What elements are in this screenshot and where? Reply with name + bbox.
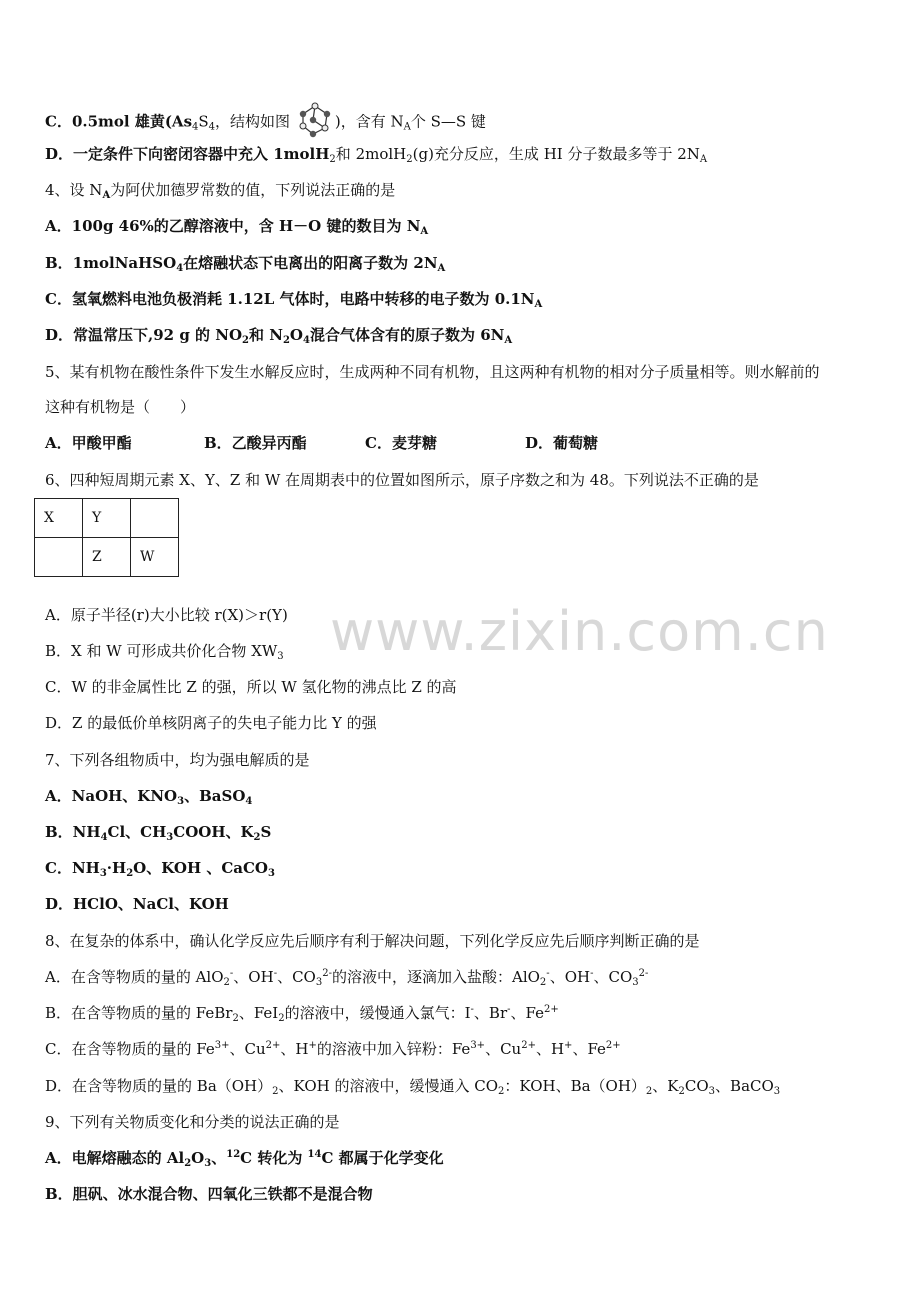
watermark: www.zixin.com.cn [330,600,829,663]
text: 为阿伏加德罗常数的值，下列说法正确的是 [110,181,396,199]
sub: A [437,263,446,274]
text: 、KOH 的溶液中，缓慢通入 CO [278,1077,499,1095]
text: 在熔融状态下电离出的阳离子数为 2N [183,254,438,272]
text: B．1molNaHSO [45,254,177,272]
sup: 2- [638,968,649,979]
sub: 3 [315,977,323,988]
sup: 2+ [605,1040,621,1051]
sub: 2 [678,1086,685,1097]
q5-option-a: A．甲酸甲酯 [45,434,132,452]
q6-option-d: D．Z 的最低价单核阴离子的失电子能力比 Y 的强 [45,714,377,732]
text: COOH、K [173,823,254,841]
sup: 2- [322,968,332,979]
sub: 2 [645,1086,653,1097]
text: Cl、CH [107,823,167,841]
text: 、CO [593,968,633,986]
text: 的溶液中，缓慢通入氯气：I [284,1004,471,1022]
sub: A [534,299,543,310]
q7-option-b [45,822,271,842]
text: B．NH [45,823,101,841]
sub: 2 [242,335,250,346]
q3-c-after: ，结构如图 [215,112,291,131]
q5-stem-line2: 这种有机物是（ ） [45,398,196,416]
text: 、BaSO [184,787,246,805]
text: 、H [535,1040,565,1058]
sub: 2 [232,1013,239,1024]
text: 、H [280,1040,309,1058]
q9-option-b: B．胆矾、冰水混合物、四氧化三铁都不是混合物 [45,1185,373,1203]
sub: 3 [268,868,275,879]
q7-stem: 7、下列各组物质中，均为强电解质的是 [45,751,310,769]
sup: 2+ [265,1040,281,1051]
q5-option-c: C．麦芽糖 [365,434,437,452]
q3-c-end2: 个 S—S 键 [410,112,486,131]
sub: 4 [208,121,216,133]
grid-cell: Y [83,499,131,538]
sub: 3 [166,832,174,843]
text: D．一定条件下向密闭容器中充入 1molH [45,145,330,163]
q3-c-text: C．0.5mol 雄黄(As [45,112,193,131]
text: 混合气体含有的原子数为 6N [309,326,505,344]
text: O [191,1149,205,1167]
sub: 2 [282,335,290,346]
sub: 2 [184,1158,192,1169]
q5-stem-line1: 5、某有机物在酸性条件下发生水解反应时，生成两种不同有机物，且这两种有机物的相对分子质量相等。则水解前的 [45,363,820,381]
sub: 2 [223,977,230,988]
text: 、K [652,1077,679,1095]
sub: A [420,226,429,237]
text: 4、设 N [45,181,103,199]
text: ：KOH、Ba（OH） [504,1077,646,1095]
sub: 3 [204,1158,212,1169]
text: 和 N [249,326,283,344]
text: A．100g 46%的乙醇溶液中，含 H－O 键的数目为 N [45,217,421,235]
sub: A [102,190,111,201]
q8-option-c [45,1039,621,1059]
q9-stem: 9、下列有关物质变化和分类的说法正确的是 [45,1113,340,1131]
grid-cell: Z [83,538,131,577]
sup: - [273,968,278,979]
as4s4-structure-icon [295,102,335,143]
text: 、Fe [510,1004,544,1022]
q5-option-b: B．乙酸异丙酯 [204,434,307,452]
sub: 3 [632,977,639,988]
sup: 3+ [214,1040,230,1051]
text: B．在含等物质的量的 FeBr [45,1004,233,1022]
sub: 2 [272,1086,279,1097]
text: D．常温常压下,92 g 的 NO [45,326,243,344]
text: D．在含等物质的量的 Ba（OH） [45,1077,273,1095]
sub: 3 [773,1086,781,1097]
grid-cell [35,538,83,577]
sub: A [504,335,513,346]
text: C 转化为 [240,1149,308,1167]
sup: + [308,1040,317,1051]
sub: 4 [176,263,184,274]
text: 、FeI [238,1004,279,1022]
sup: 12 [226,1149,241,1160]
sup: 3+ [470,1040,486,1051]
sub: 4 [192,121,199,133]
sup: - [546,968,550,979]
q3-c-end: )，含有 N [334,112,404,131]
text: 、OH [549,968,591,986]
sub: 3 [99,868,107,879]
sub: 2 [253,832,261,843]
q7-option-a [45,786,252,806]
q3-option-c [45,102,486,143]
q7-option-c [45,858,275,878]
q6-option-a: A．原子半径(r)大小比较 r(X)＞r(Y) [45,606,288,624]
text: B．X 和 W 可形成共价化合物 XW [45,642,278,660]
sub: A [403,121,411,133]
text: 、Br [473,1004,508,1022]
text: C．氢氧燃料电池负极消耗 1.12L 气体时，电路中转移的电子数为 0.1N [45,290,535,308]
sub: 2 [539,977,547,988]
sup: 14 [307,1149,322,1160]
sub: 3 [277,651,284,662]
sub: 2 [406,154,413,165]
q6-option-c: C．W 的非金属性比 Z 的强，所以 W 氢化物的沸点比 Z 的高 [45,678,457,696]
text: C．在含等物质的量的 Fe [45,1040,215,1058]
q4-stem [45,180,395,200]
q4-option-b [45,253,445,273]
text: O、KOH 、CaCO [133,859,268,877]
q8-option-b [45,1003,559,1023]
q8-option-d [45,1076,780,1096]
sup: + [564,1040,573,1051]
text: CO [684,1077,709,1095]
text: A．电解熔融态的 Al [45,1149,185,1167]
text: C．NH [45,859,100,877]
sub: 4 [303,335,310,346]
text: (g)充分反应，生成 HI 分子数最多等于 2N [412,145,700,163]
q8-stem: 8、在复杂的体系中，确认化学反应先后顺序有利于解决问题，下列化学反应先后顺序判断正确的是 [45,932,700,950]
text: 、Cu [485,1040,522,1058]
grid-cell: X [35,499,83,538]
sup: - [229,968,234,979]
q9-option-a [45,1148,444,1168]
text: 的溶液中加入锌粉：Fe [316,1040,471,1058]
text: 、CO [277,968,316,986]
sub: 4 [100,832,108,843]
text: O [289,326,303,344]
text: A．NaOH、KNO [45,787,178,805]
text: C 都属于化学变化 [321,1149,444,1167]
periodic-table-grid [34,498,179,577]
sub: 4 [245,796,253,807]
q8-option-a [45,967,648,987]
q6-option-b [45,641,284,661]
q7-option-d: D．HClO、NaCl、KOH [45,895,229,913]
sub: 2 [278,1013,285,1024]
sub: 3 [177,796,185,807]
text: 、Cu [229,1040,266,1058]
q3-c-s: S [198,112,209,131]
sub: 3 [708,1086,716,1097]
q4-option-c [45,289,542,309]
sub: 2 [329,154,336,165]
grid-cell: W [131,538,179,577]
grid-cell [131,499,179,538]
sup: - [507,1004,511,1015]
text: 、Fe [572,1040,606,1058]
sub: 2 [126,868,134,879]
q4-option-d [45,325,512,345]
text: 、 [211,1149,227,1167]
sup: 2+ [543,1004,559,1015]
q6-stem: 6、四种短周期元素 X、Y、Z 和 W 在周期表中的位置如图所示，原子序数之和为 48。下列说法不正确的是 [45,471,759,489]
sub: A [699,154,708,165]
q5-option-d: D．葡萄糖 [525,434,599,452]
text: S [260,823,272,841]
sup: 2+ [521,1040,536,1051]
text: 和 2molH [335,145,407,163]
text: 、OH [233,968,274,986]
sub: 2 [498,1086,505,1097]
q4-option-a [45,216,428,236]
text: 的溶液中，逐滴加入盐酸：AlO [331,968,540,986]
text: ·H [106,859,127,877]
text: 、BaCO [715,1077,774,1095]
sup: - [470,1004,474,1015]
q3-option-d [45,144,707,164]
text: A．在含等物质的量的 AlO [45,968,224,986]
sup: - [590,968,594,979]
